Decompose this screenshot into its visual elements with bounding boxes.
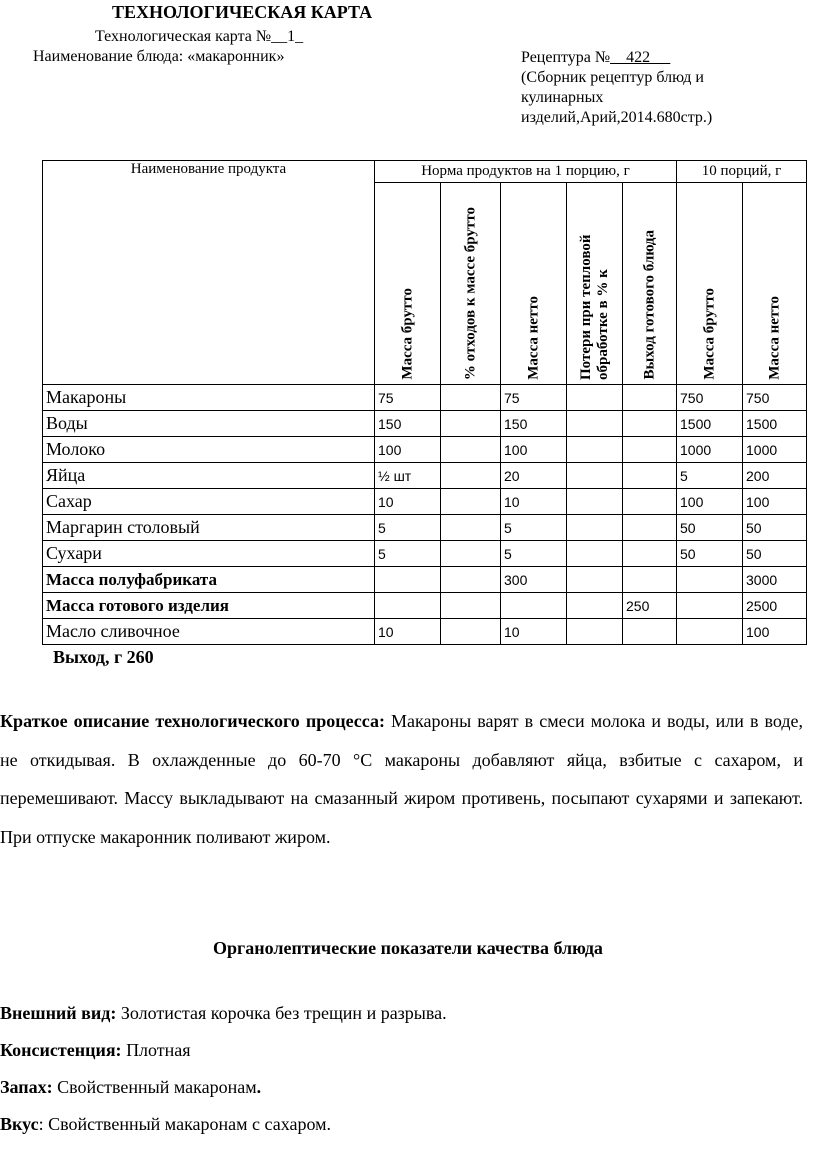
value-cell: 2500	[743, 593, 807, 619]
value-cell	[441, 489, 501, 515]
value-cell: 750	[677, 385, 743, 411]
dish-name: Наименование блюда: «макаронник»	[33, 48, 285, 65]
product-name-cell: Масса полуфабриката	[43, 567, 375, 593]
appearance-label: Внешний вид:	[0, 1003, 117, 1023]
value-cell: 100	[375, 437, 441, 463]
subheader-waste-percent: % отходов к массе брутто	[462, 206, 478, 380]
value-cell	[441, 567, 501, 593]
product-name-cell: Масло сливочное	[43, 619, 375, 645]
smell-label: Запах:	[0, 1077, 53, 1097]
recipe-number: __422 __	[610, 49, 671, 66]
product-name-cell: Масса готового изделия	[43, 593, 375, 619]
value-cell	[623, 489, 677, 515]
table-row	[43, 411, 807, 437]
recipe-source-line-1: (Сборник рецептур блюд и	[521, 69, 704, 86]
recipe-source-line-3: изделий,Арий,2014.680стр.)	[521, 109, 713, 126]
subheader-heat-loss: Потери при тепловой обработке в % к	[577, 234, 611, 380]
header-product-name: Наименование продукта	[43, 161, 375, 385]
value-cell	[567, 411, 623, 437]
value-cell	[623, 437, 677, 463]
recipe-block	[521, 48, 712, 128]
recipe-source-line-2: кулинарных	[521, 89, 604, 106]
consistency-label: Консистенция:	[0, 1040, 122, 1060]
value-cell: 10	[375, 489, 441, 515]
subheader-cell	[623, 183, 677, 385]
consistency-line	[0, 1040, 191, 1061]
process-text: Макароны варят в смеси молока и воды, или в воде, не откидывая. В охлажденные до 60-70 °С макароны добавляют яйца, взбитые с сахаром, и перемешивают. Массу выкладывают на смазанный жиром противень, посыпают сухарями и запекают. При отпуске макаронник поливают жиром.	[0, 711, 804, 847]
subheader-gross-mass: Масса брутто	[399, 288, 415, 380]
appearance-value: Золотистая корочка без трещин и разрыва.	[116, 1003, 447, 1023]
value-cell: 1000	[677, 437, 743, 463]
value-cell: 5	[375, 515, 441, 541]
subheader-cell	[743, 183, 807, 385]
value-cell: 100	[743, 489, 807, 515]
table-row	[43, 593, 807, 619]
value-cell	[677, 619, 743, 645]
table-row	[43, 463, 807, 489]
product-name-cell: Макароны	[43, 385, 375, 411]
subheader-net-mass-10: Масса нетто	[766, 296, 782, 380]
smell-line	[0, 1077, 261, 1098]
table-row	[43, 437, 807, 463]
taste-line	[0, 1114, 331, 1135]
value-cell	[567, 437, 623, 463]
value-cell	[677, 593, 743, 619]
value-cell	[567, 619, 623, 645]
value-cell	[441, 437, 501, 463]
value-cell: 100	[501, 437, 567, 463]
value-cell: 50	[677, 541, 743, 567]
value-cell	[567, 567, 623, 593]
value-cell	[441, 619, 501, 645]
appearance-line	[0, 1003, 447, 1024]
value-cell: ½ шт	[375, 463, 441, 489]
consistency-value: Плотная	[121, 1040, 191, 1060]
product-name-cell: Сахар	[43, 489, 375, 515]
value-cell: 100	[743, 619, 807, 645]
value-cell	[567, 515, 623, 541]
value-cell	[623, 541, 677, 567]
subheader-cell	[375, 183, 441, 385]
value-cell	[623, 619, 677, 645]
subheader-cell	[501, 183, 567, 385]
subheader-cell	[441, 183, 501, 385]
value-cell: 1000	[743, 437, 807, 463]
recipe-label: Рецептура №	[521, 49, 611, 66]
value-cell	[623, 385, 677, 411]
value-cell: 10	[375, 619, 441, 645]
recipe-number-line	[521, 48, 712, 68]
subheader-gross-mass-10: Масса брутто	[701, 288, 717, 380]
product-name-cell: Яйца	[43, 463, 375, 489]
value-cell: 5	[501, 541, 567, 567]
process-description	[0, 702, 803, 856]
product-name-cell: Молоко	[43, 437, 375, 463]
yield-line: Выход, г 260	[53, 647, 154, 667]
value-cell: 300	[501, 567, 567, 593]
value-cell	[441, 593, 501, 619]
value-cell: 75	[375, 385, 441, 411]
value-cell	[623, 567, 677, 593]
value-cell	[567, 593, 623, 619]
value-cell: 20	[501, 463, 567, 489]
product-name-cell: Сухари	[43, 541, 375, 567]
value-cell	[623, 515, 677, 541]
value-cell	[441, 385, 501, 411]
table-row	[43, 541, 807, 567]
value-cell	[441, 411, 501, 437]
header-ten-portions: 10 порций, г	[677, 161, 807, 183]
value-cell: 10	[501, 619, 567, 645]
table-body	[43, 385, 807, 645]
value-cell	[441, 463, 501, 489]
product-name-cell: Маргарин столовый	[43, 515, 375, 541]
value-cell	[623, 463, 677, 489]
value-cell	[375, 567, 441, 593]
value-cell: 50	[743, 541, 807, 567]
value-cell	[375, 593, 441, 619]
value-cell: 50	[677, 515, 743, 541]
value-cell	[567, 385, 623, 411]
subheader-cell	[677, 183, 743, 385]
value-cell: 75	[501, 385, 567, 411]
header-one-portion: Норма продуктов на 1 порцию, г	[375, 161, 677, 183]
table-row	[43, 489, 807, 515]
taste-value: : Свойственный макаронам с сахаром.	[38, 1114, 332, 1134]
organoleptic-title: Органолептические показатели качества блюда	[213, 938, 603, 958]
value-cell: 1500	[743, 411, 807, 437]
value-cell	[567, 463, 623, 489]
product-name-cell: Воды	[43, 411, 375, 437]
value-cell: 5	[375, 541, 441, 567]
smell-value: Свойственный макаронам	[52, 1077, 257, 1097]
table-row	[43, 515, 807, 541]
value-cell: 5	[501, 515, 567, 541]
table-row	[43, 619, 807, 645]
taste-label: Вкус	[0, 1114, 39, 1134]
value-cell: 10	[501, 489, 567, 515]
process-label: Краткое описание технологического процесса:	[0, 711, 385, 731]
value-cell	[501, 593, 567, 619]
value-cell	[567, 489, 623, 515]
value-cell	[441, 515, 501, 541]
value-cell: 150	[501, 411, 567, 437]
value-cell: 50	[743, 515, 807, 541]
value-cell	[677, 567, 743, 593]
value-cell: 5	[677, 463, 743, 489]
value-cell: 150	[375, 411, 441, 437]
value-cell: 1500	[677, 411, 743, 437]
value-cell: 200	[743, 463, 807, 489]
table-header-row	[43, 161, 807, 183]
document-title: ТЕХНОЛОГИЧЕСКАЯ КАРТА	[112, 2, 373, 22]
subheader-net-mass: Масса нетто	[525, 296, 541, 380]
subheader-dish-yield: Выход готового блюда	[641, 230, 657, 380]
table-row	[43, 385, 807, 411]
value-cell	[441, 541, 501, 567]
smell-dot: .	[256, 1077, 262, 1097]
value-cell	[623, 411, 677, 437]
value-cell: 3000	[743, 567, 807, 593]
value-cell: 250	[623, 593, 677, 619]
value-cell: 750	[743, 385, 807, 411]
ingredients-table	[42, 160, 807, 645]
value-cell	[567, 541, 623, 567]
value-cell: 100	[677, 489, 743, 515]
subheader-cell	[567, 183, 623, 385]
card-number: Технологическая карта №__1_	[95, 28, 304, 45]
table-row	[43, 567, 807, 593]
